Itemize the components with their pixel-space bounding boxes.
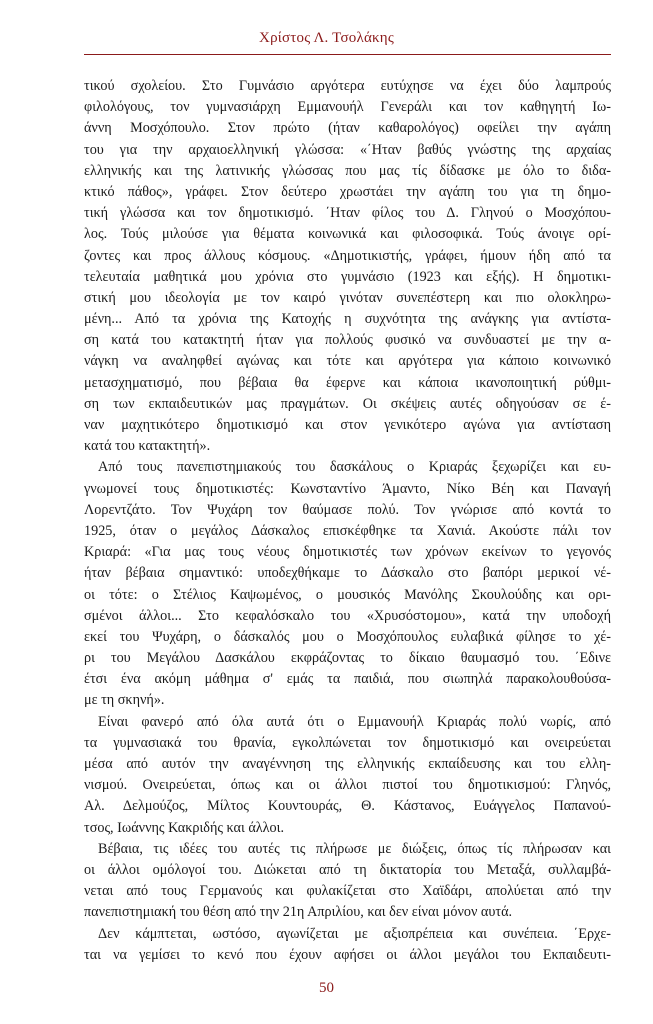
text-line: νεται από τους Γερμανούς και φυλακίζεται στο Χαϊδάρι, απολύεται από την bbox=[84, 883, 611, 900]
text-line-paragraph-end: με τη σκηνή». bbox=[84, 692, 165, 709]
text-line: ση κατά του κατακτητή ήταν για πολλούς φυσικό να συνδυαστεί με την α- bbox=[84, 332, 611, 349]
body-text bbox=[84, 76, 611, 966]
text-line-paragraph-start: Από τους πανεπιστημιακούς του δασκάλους ο Κριαράς ξεχωρίζει και ευ- bbox=[98, 459, 611, 476]
text-line: οι τότε: ο Στέλιος Καψωμένος, ο μουσικός Μανόλης Σκουλούδης και ορι- bbox=[84, 586, 611, 603]
running-header-author: Χρίστος Λ. Τσολάκης bbox=[259, 30, 394, 46]
text-line: τα γυμνασιακά του θρανία, εγκολπώνεται τον δημοτικισμό και ονειρεύεται bbox=[84, 734, 611, 751]
text-line: Λορεντζάτο. Τον Ψυχάρη τον θαύμασε πολύ. Τον γνώρισε από κοντά το bbox=[84, 501, 611, 518]
text-line: εκεί του Ψυχάρη, ο δάσκαλός μου ο Μοσχόπουλος ευλαβικά φίλησε το χέ- bbox=[84, 628, 611, 645]
text-line: σμένοι άλλοι... Στο κεφαλόσκαλο του «Χρυσόστομου», κατά την υποδοχή bbox=[84, 607, 611, 624]
text-line: 1925, όταν ο μεγάλος Δάσκαλος επισκέφθηκε τα Χανιά. Ακούστε πάλι τον bbox=[84, 522, 611, 539]
text-line: γνωμονεί τους δημοτικιστές: Κωνσταντίνο Άμαντο, Νίκο Βέη και Παναγή bbox=[84, 480, 611, 497]
text-line: έτσι ένα ακόμη μάθημα σ' εμάς τα παιδιά, που σιωπηλά παρακολουθούσα- bbox=[84, 671, 611, 688]
text-line: τελευταία μαθητικά μου χρόνια στο γυμνάσιο (1923 και εξής). Η δημοτικι- bbox=[84, 268, 611, 285]
text-line: στική μου ιδεολογία με τον καιρό γινόταν συνεπέστερη και πιο ολοκληρω- bbox=[84, 289, 611, 306]
text-line-paragraph-start: Δεν κάμπτεται, ωστόσο, αγωνίζεται με αξιοπρέπεια και συνέπεια. ΄Ερχε- bbox=[98, 925, 611, 942]
text-line: οι άλλοι ομόλογοί του. Διώκεται από τη δικτατορία του Μεταξά, συλλαμβά- bbox=[84, 861, 611, 878]
page-number: 50 bbox=[319, 980, 334, 996]
text-line: ήταν βέβαια σημαντικό: υποδεχθήκαμε το Δάσκαλο στο βαπόρι μερικοί νέ- bbox=[84, 565, 611, 582]
text-line: ρι του Μεγάλου Δασκάλου εκφράζοντας το δίκαιο θαυμασμό του. ΄Εδινε bbox=[84, 650, 611, 667]
text-line-paragraph-end: τσος, Ιωάννης Κακριδής και άλλοι. bbox=[84, 819, 285, 836]
text-line: κτικό πάθος», γράφει. Στον δεύτερο χρωστάει την αγάπη του για τη δημο- bbox=[84, 183, 611, 200]
text-line: μέσα από αυτόν την αναγέννηση της ελληνικής εκπαίδευσης και του ελλη- bbox=[84, 756, 611, 772]
text-line: φιλολόγους, τον γυμνασιάρχη Εμμανουήλ Γενεράλι και τον καθηγητή Ιω- bbox=[84, 99, 611, 116]
text-line: ναν μαχητικότερο δημοτικισμό και στον γενικότερο αγώνα για αντίσταση bbox=[84, 417, 611, 433]
text-line: λος. Τούς μιλούσε για θέματα κοινωνικά και φιλοσοφικά. Τούς άνοιγε ορί- bbox=[84, 226, 611, 243]
text-line: Κριαρά: «Για μας τους νέους δημοτικιστές των χρόνων εκείνων το γεγονός bbox=[84, 544, 611, 561]
text-line: νισμού. Ονειρεύεται, όπως και οι άλλοι πιστοί του δημοτικισμού: Γληνός, bbox=[84, 777, 611, 794]
text-line: ση των εκπαιδευτικών μας πραγμάτων. Οι σκέψεις αυτές οδηγούσαν σε έ- bbox=[84, 395, 611, 412]
text-line: ζοντες και προς άλλους κόσμους. «Δημοτικιστής, γράφει, ήμουν ήδη από τα bbox=[84, 247, 611, 264]
header-rule bbox=[84, 54, 611, 55]
text-line: ται να γεμίσει το κενό που έχουν αφήσει οι άλλοι μεγάλοι του Εκπαιδευτι- bbox=[84, 946, 611, 963]
text-line-paragraph-start: Είναι φανερό από όλα αυτά ότι ο Εμμανουήλ Κριαράς πολύ νωρίς, από bbox=[98, 713, 611, 730]
text-line: τική γλώσσα και τον δημοτικισμό. ΄Ηταν φίλος του Δ. Γληνού ο Μοσχόπου- bbox=[84, 205, 611, 222]
text-line-paragraph-start: Βέβαια, τις ιδέες του αυτές τις πλήρωσε με διώξεις, όπως τίς πλήρωσαν και bbox=[98, 840, 611, 857]
text-line: του για την αρχαιοελληνική γλώσσα: «΄Ηταν βαθύς γνώστης της αρχαίας bbox=[84, 141, 611, 158]
text-line: νάγκη να αναληφθεί αγώνας και τότε και αργότερα για κάποιο κοινωνικό bbox=[84, 353, 611, 370]
text-line: Αλ. Δελμούζος, Μίλτος Κουντουράς, Θ. Κάστανος, Ευάγγελος Παπανού- bbox=[84, 798, 611, 815]
text-line: μετασχηματισμό, που βέβαια θα έφερνε και κάποια ικανοποιητική ρύθμι- bbox=[84, 374, 611, 391]
text-line: άννη Μοσχόπουλο. Στον πρώτο (ήταν καθαρολόγος) οφείλει την αγάπη bbox=[84, 120, 611, 137]
text-line-paragraph-end: πανεπιστημιακή του θέση από την 21η Απριλίου, και δεν είναι μόνον αυτά. bbox=[84, 904, 513, 921]
text-line-paragraph-end: κατά του κατακτητή». bbox=[84, 438, 211, 455]
text-line: μένη... Από τα χρόνια της Κατοχής η συχνότητα της ανάγκης για αντίστα- bbox=[84, 311, 611, 328]
text-line: ελληνικής και της λατινικής γλώσσας που μας τίς δίδασκε με όλο το διδα- bbox=[84, 162, 611, 179]
text-line: τικού σχολείου. Στο Γυμνάσιο αργότερα ευτύχησε να έχει δύο λαμπρούς bbox=[84, 78, 611, 94]
